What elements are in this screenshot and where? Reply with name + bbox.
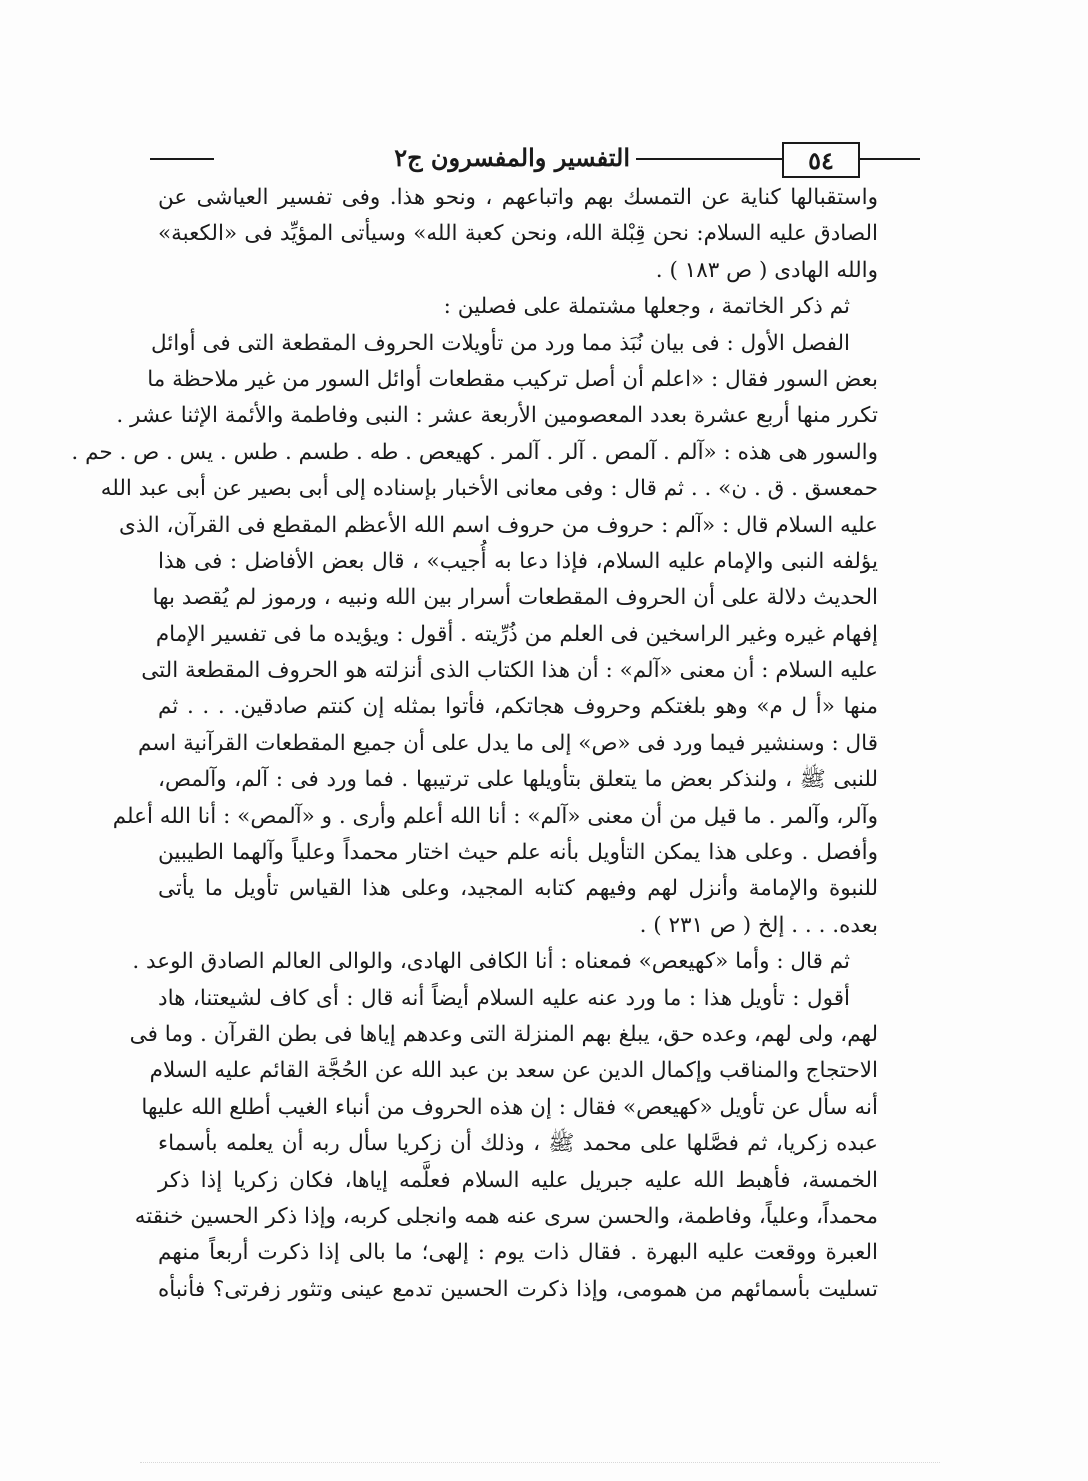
header-rule-middle (636, 158, 786, 160)
text-line: الفصل الأول : فى بيان نُبَذ مما ورد من تأويلات الحروف المقطعة التى فى أوائل (151, 330, 850, 356)
text-line: الاحتجاج والمناقب وإكمال الدين عن سعد بن عبد الله عن الحُجَّة القائم عليه السلام (149, 1058, 878, 1084)
text-line: ثم ذكر الخاتمة ، وجعلها مشتملة على فصلين : (443, 294, 850, 320)
text-line: ثم قال : وأما «كهيعص» فمعناه : أنا الكافى الهادى، والوالى العالم الصادق الوعد . (132, 949, 850, 975)
text-line: أنه سأل عن تأويل «كهيعص» فقال : إن هذه الحروف من أنباء الغيب أطلع الله عليها (141, 1094, 878, 1120)
text-line: واستقبالها كناية عن التمسك بهم واتباعهم ، ونحو هذا. وفى تفسير العياشى عن (158, 185, 878, 210)
running-title: التفسير والمفسرون ج٢ (394, 143, 630, 172)
text-line: محمداً، وعلياً، وفاطمة، والحسن سرى عنه همه وانجلى كربه، وإذا ذكر الحسين خنقته (134, 1203, 878, 1229)
text-line: الصادق عليه السلام: نحن قِبْلة الله، ونحن كعبة الله» وسيأتى المؤيِّد فى «الكعبة» (158, 221, 878, 247)
text-line: تسليت بأسمائهم من همومى، وإذا ذكرت الحسين تدمع عينى وتثور زفرتى؟ فأنبأه (158, 1276, 878, 1302)
text-line: الحديث دلالة على أن الحروف المقطعات أسرار بين الله ونبيه ، ورموز لم يُقصد بها (152, 585, 878, 611)
text-line: والله الهادى ( ص ١٨٣ ) . (655, 257, 878, 283)
text-line: عليه السلام قال : «آلم : حروف من حروف اسم الله الأعظم المقطع فى القرآن، الذى (119, 512, 878, 538)
text-line: بعده. . . . إلخ ( ص ٢٣١ ) . (639, 912, 878, 938)
text-line: للنبوة والإمامة وأنزل لهم وفيهم كتابه المجيد، وعلى هذا القياس تأويل ما يأتى (158, 876, 878, 902)
page-number: ٥٤ (782, 142, 860, 178)
text-line: وآلر، وآلمر . ما قيل من أن معنى «آلم» : أنا الله أعلم وأرى . و «آلمص» : أنا الله أعلم (112, 803, 878, 829)
text-line: العبرة ووقعت عليه البهرة . فقال ذات يوم : إلهى؛ ما بالى إذا ذكرت أربعاً منهم (158, 1240, 878, 1266)
body-text (71, 180, 878, 1308)
header-rule-right (860, 158, 920, 160)
text-line: يؤلفه النبى والإمام عليه السلام، فإذا دعا به أُجيب» ، قال بعض الأفاضل : فى هذا (158, 548, 878, 574)
text-line: منها «أ ل م» وهو بلغتكم وحروف هجاتكم، فأتوا بمثله إن كنتم صادقين. . . . ثم (158, 694, 878, 720)
text-line: تكرر منها أربع عشرة بعدد المعصومين الأربعة عشر : النبى وفاطمة والأئمة الإثنا عشر . (116, 403, 878, 429)
text-line: بعض السور فقال : «اعلم أن أصل تركيب مقطعات أوائل السور من غير ملاحظة ما (147, 366, 878, 392)
text-line: إفهام غيره وغير الراسخين فى العلم من ذُرِّيته . أقول : ويؤيده ما فى تفسير الإمام (155, 621, 878, 647)
text-line: والسور هى هذه : «آلم . آلمص . آلر . آلمر . كهيعص . طه . طسم . طس . يس . ص . حم . (71, 439, 878, 465)
text-line: عبده زكريا، ثم فصَّلها على محمد ﷺ ، وذلك أن زكريا سأل ربه أن يعلمه بأسماء (158, 1131, 878, 1157)
text-line: عليه السلام : أن معنى «آلم» : أن هذا الكتاب الذى أنزلته هو الحروف المقطعة التى (141, 658, 878, 684)
text-line: قال : وسنشير فيما ورد فى «ص» إلى ما يدل على أن جميع المقطعات القرآنية اسم (137, 730, 878, 756)
page-bottom-edge (140, 1462, 940, 1463)
text-line: لهم، ولى لهم، وعده حق، يبلغ بهم المنزلة التى وعدهم إياها فى بطن القرآن . وما فى (129, 1021, 878, 1047)
running-header (150, 140, 920, 178)
text-line: وأفصل . وعلى هذا يمكن التأويل بأنه علم حيث اختار محمداً وعلياً وآلهما الطيبين (158, 840, 878, 866)
text-line: الخمسة، فأهبط الله عليه جبريل عليه السلام فعلَّمه إياها، فكان زكريا إذا ذكر (158, 1167, 878, 1193)
text-line: حمعسق . ق . ن» . . ثم قال : وفى معانى الأخبار بإسناده إلى أبى بصير عن أبى عبد الله (100, 476, 878, 502)
header-rule-left (150, 158, 214, 160)
text-line: للنبى ﷺ ، ولنذكر بعض ما يتعلق بتأويلها على ترتيبها . فما ورد فى : آلم، وآلمص، (158, 767, 878, 793)
text-line: أقول : تأويل هذا : ما ورد عنه عليه السلام أيضاً أنه قال : أى كاف لشيعتنا، هاد (158, 985, 850, 1011)
